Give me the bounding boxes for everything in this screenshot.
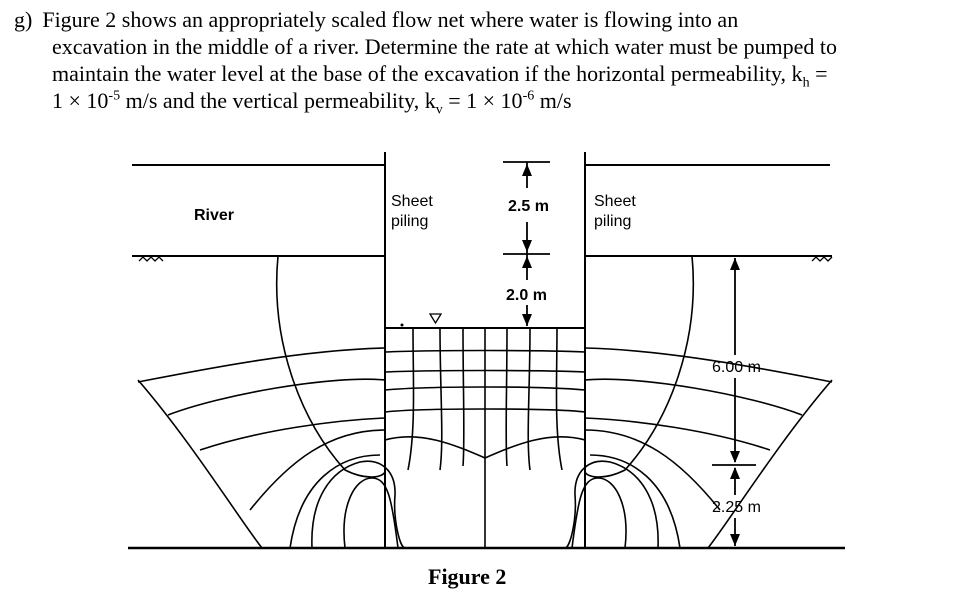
- flow-line-right-4: [572, 478, 626, 548]
- question-line-4: m/s and the vertical permeability, k: [120, 88, 436, 113]
- figure-caption: Figure 2: [428, 564, 507, 589]
- sheet-piling-right-line1: Sheet: [594, 193, 636, 210]
- dimension-top-label: 2.5 m: [508, 198, 549, 215]
- kh-exponent: -5: [108, 88, 121, 104]
- equipotential-left-4: [250, 430, 385, 510]
- arrow-top-down: [522, 240, 532, 252]
- question-line-2: excavation in the middle of a river. Determine the rate at which water must be pumped to: [52, 34, 838, 59]
- equipotential-right-3: [585, 418, 770, 450]
- equipotential-right-2: [585, 379, 802, 415]
- equipotential-right-1: [585, 348, 832, 382]
- grid-v-2: [440, 328, 442, 470]
- equipotential-left-5: [290, 455, 380, 548]
- kv-value: = 1 × 10: [442, 88, 523, 113]
- ground-hatch-right: [812, 257, 832, 261]
- arrow-right-up-2: [730, 467, 740, 479]
- arrow-mid-up: [522, 256, 532, 268]
- grid-v-3: [463, 328, 464, 466]
- kv-exponent: -6: [522, 88, 535, 104]
- flow-line-left-1: [277, 256, 385, 477]
- sheet-piling-left-line1: Sheet: [391, 193, 433, 210]
- ground-hatch-left: [139, 257, 163, 261]
- question-line-3: maintain the water level at the base of the excavation if the horizontal permeability, k: [52, 61, 803, 86]
- grid-v-5: [528, 328, 530, 470]
- equipotential-right-5: [590, 455, 680, 548]
- equipotential-left-3: [200, 418, 385, 450]
- arrow-mid-down: [522, 314, 532, 326]
- question-line-3-end: =: [809, 61, 828, 86]
- kv-subscript: v: [435, 102, 443, 118]
- sheet-piling-left-line2: piling: [391, 213, 429, 230]
- equipotential-left-1: [138, 348, 385, 382]
- dimension-mid-label: 2.0 m: [506, 287, 547, 304]
- sheet-piling-right-line2: piling: [594, 213, 632, 230]
- arrow-right-down-2: [730, 534, 740, 546]
- water-level-marker: [401, 314, 442, 327]
- dimension-right-upper-label: 6.00 m: [712, 359, 761, 376]
- grid-v-1: [408, 328, 414, 470]
- equipotential-right-4: [585, 430, 720, 510]
- dimension-right-lower-label: 2.25 m: [712, 499, 761, 516]
- question-label: g): [14, 7, 33, 32]
- kh-value: 1 × 10: [52, 88, 109, 113]
- flow-line-right-1: [585, 256, 693, 477]
- grid-v-6: [556, 328, 562, 470]
- question-line-1: Figure 2 shows an appropriately scaled flow net where water is flowing into an: [42, 7, 739, 32]
- kh-subscript: h: [802, 75, 810, 91]
- arrow-right-up-1: [730, 258, 740, 270]
- grid-v-4: [506, 328, 507, 466]
- arrow-right-down-1: [730, 451, 740, 463]
- units: m/s: [534, 88, 572, 113]
- river-label: River: [194, 207, 235, 224]
- flow-line-left-4: [344, 478, 398, 548]
- equipotential-left-2: [168, 379, 385, 415]
- arrow-top-up: [522, 164, 532, 176]
